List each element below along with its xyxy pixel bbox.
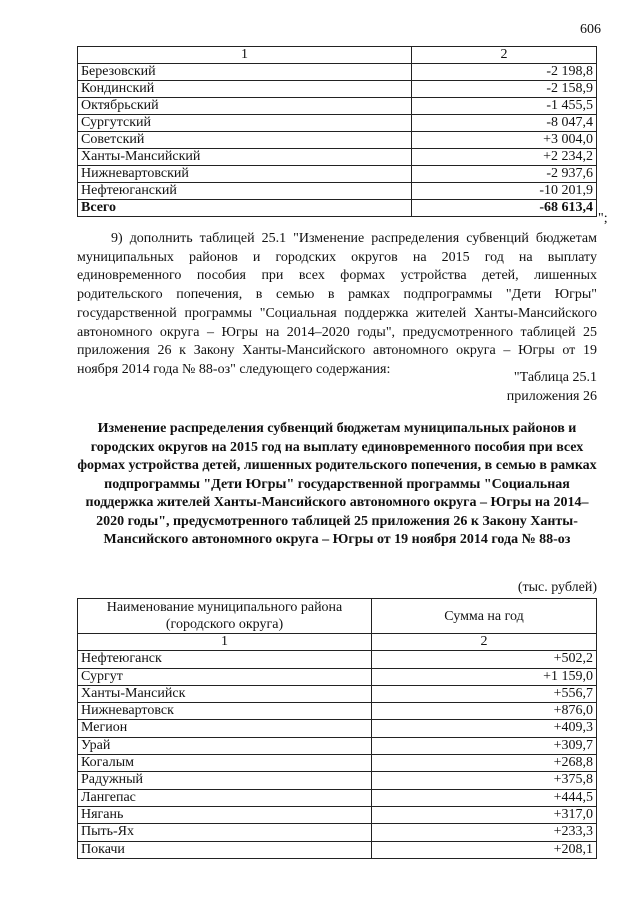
city-name: Сургут [78,668,372,685]
district-name: Нижневартовский [78,166,412,183]
table-subventions-districts [77,46,597,217]
district-name: Ханты-Мансийский [78,149,412,166]
district-value: -2 198,8 [412,64,597,81]
city-name: Ханты-Мансийск [78,685,372,702]
column-header: Наименование муниципального района (городского округа) [78,599,372,634]
table-row [78,132,597,149]
city-value: +233,3 [372,824,597,841]
table-header-row [78,599,597,634]
district-value: -1 455,5 [412,98,597,115]
table-row [78,720,597,737]
district-value: +2 234,2 [412,149,597,166]
table-title: Изменение распределения субвенций бюджетам муниципальных районов и городских округов на 2015 год на выплату единовременного пособия при всех формах устройства детей, лишенных родительского попечения, в семью в рамках подпрограммы "Дети Югры" государственной программы "Социальная поддержка жителей Ханты-Мансийского автономного округа – Югры на 2014–2020 годы", предусмотренного таблицей 25 приложения 26 к Закону Ханты-Мансийского автономного округа – Югры от 19 ноября 2014 года № 88-оз [77,421,597,547]
amendment-paragraph: 9) дополнить таблицей 25.1 "Изменение распределения субвенций бюджетам муниципальных районов и городских округов на 2015 год на выплату единовременного пособия при всех формах устройства детей, лишенных родительского попечения, в семью в рамках подпрограммы "Дети Югры" государственной программы "Социальная поддержка жителей Ханты-Мансийского автономного округа – Югры на 2014–2020 годы", предусмотренного таблицей 25 приложения 26 к Закону Ханты-Мансийского автономного округа – Югры от 19 ноября 2014 года № 88-оз" следующего содержания: [77,231,597,377]
table-row [78,668,597,685]
table-row [78,789,597,806]
total-label: Всего [78,200,412,217]
district-value: +3 004,0 [412,132,597,149]
column-number: 1 [78,47,412,64]
table-row [78,149,597,166]
table-row [78,183,597,200]
table-reference-line: приложения 26 [506,389,597,404]
city-name: Покачи [78,841,372,858]
table-column-numbers [78,634,597,651]
district-name: Сургутский [78,115,412,132]
table-row [78,115,597,132]
city-value: +876,0 [372,703,597,720]
city-name: Радужный [78,772,372,789]
city-value: +208,1 [372,841,597,858]
city-value: +375,8 [372,772,597,789]
city-value: +309,7 [372,737,597,754]
city-name: Нефтеюганск [78,651,372,668]
table-row [78,841,597,858]
table-row [78,166,597,183]
table-row [78,806,597,823]
city-value: +502,2 [372,651,597,668]
city-name: Когалым [78,755,372,772]
city-name: Урай [78,737,372,754]
closing-quote: "; [598,211,608,226]
city-value: +409,3 [372,720,597,737]
column-header: Сумма на год [372,599,597,634]
district-name: Советский [78,132,412,149]
district-value: -10 201,9 [412,183,597,200]
column-number: 2 [372,634,597,651]
table-row [78,81,597,98]
table-row [78,737,597,754]
column-number: 1 [78,634,372,651]
table-total-row [78,200,597,217]
district-name: Нефтеюганский [78,183,412,200]
city-value: +1 159,0 [372,668,597,685]
city-value: +268,8 [372,755,597,772]
city-value: +444,5 [372,789,597,806]
city-name: Лангепас [78,789,372,806]
district-value: -8 047,4 [412,115,597,132]
district-value: -2 937,6 [412,166,597,183]
city-name: Нягань [78,806,372,823]
district-value: -2 158,9 [412,81,597,98]
table-subventions-cities [77,598,597,859]
table-row [78,824,597,841]
table-row [78,755,597,772]
table-row [78,703,597,720]
city-name: Пыть-Ях [78,824,372,841]
column-number: 2 [412,47,597,64]
total-value: -68 613,4 [412,200,597,217]
district-name: Березовский [78,64,412,81]
table-row [78,98,597,115]
table-row [78,64,597,81]
city-name: Нижневартовск [78,703,372,720]
table-column-numbers [78,47,597,64]
table-row [78,772,597,789]
table-row [78,651,597,668]
district-name: Октябрьский [78,98,412,115]
table-reference-line: "Таблица 25.1 [513,370,597,385]
table-reference [460,368,597,406]
table-row [78,685,597,702]
page-number: 606 [580,22,601,37]
unit-label: (тыс. рублей) [517,580,597,595]
city-name: Мегион [78,720,372,737]
city-value: +556,7 [372,685,597,702]
district-name: Кондинский [78,81,412,98]
city-value: +317,0 [372,806,597,823]
